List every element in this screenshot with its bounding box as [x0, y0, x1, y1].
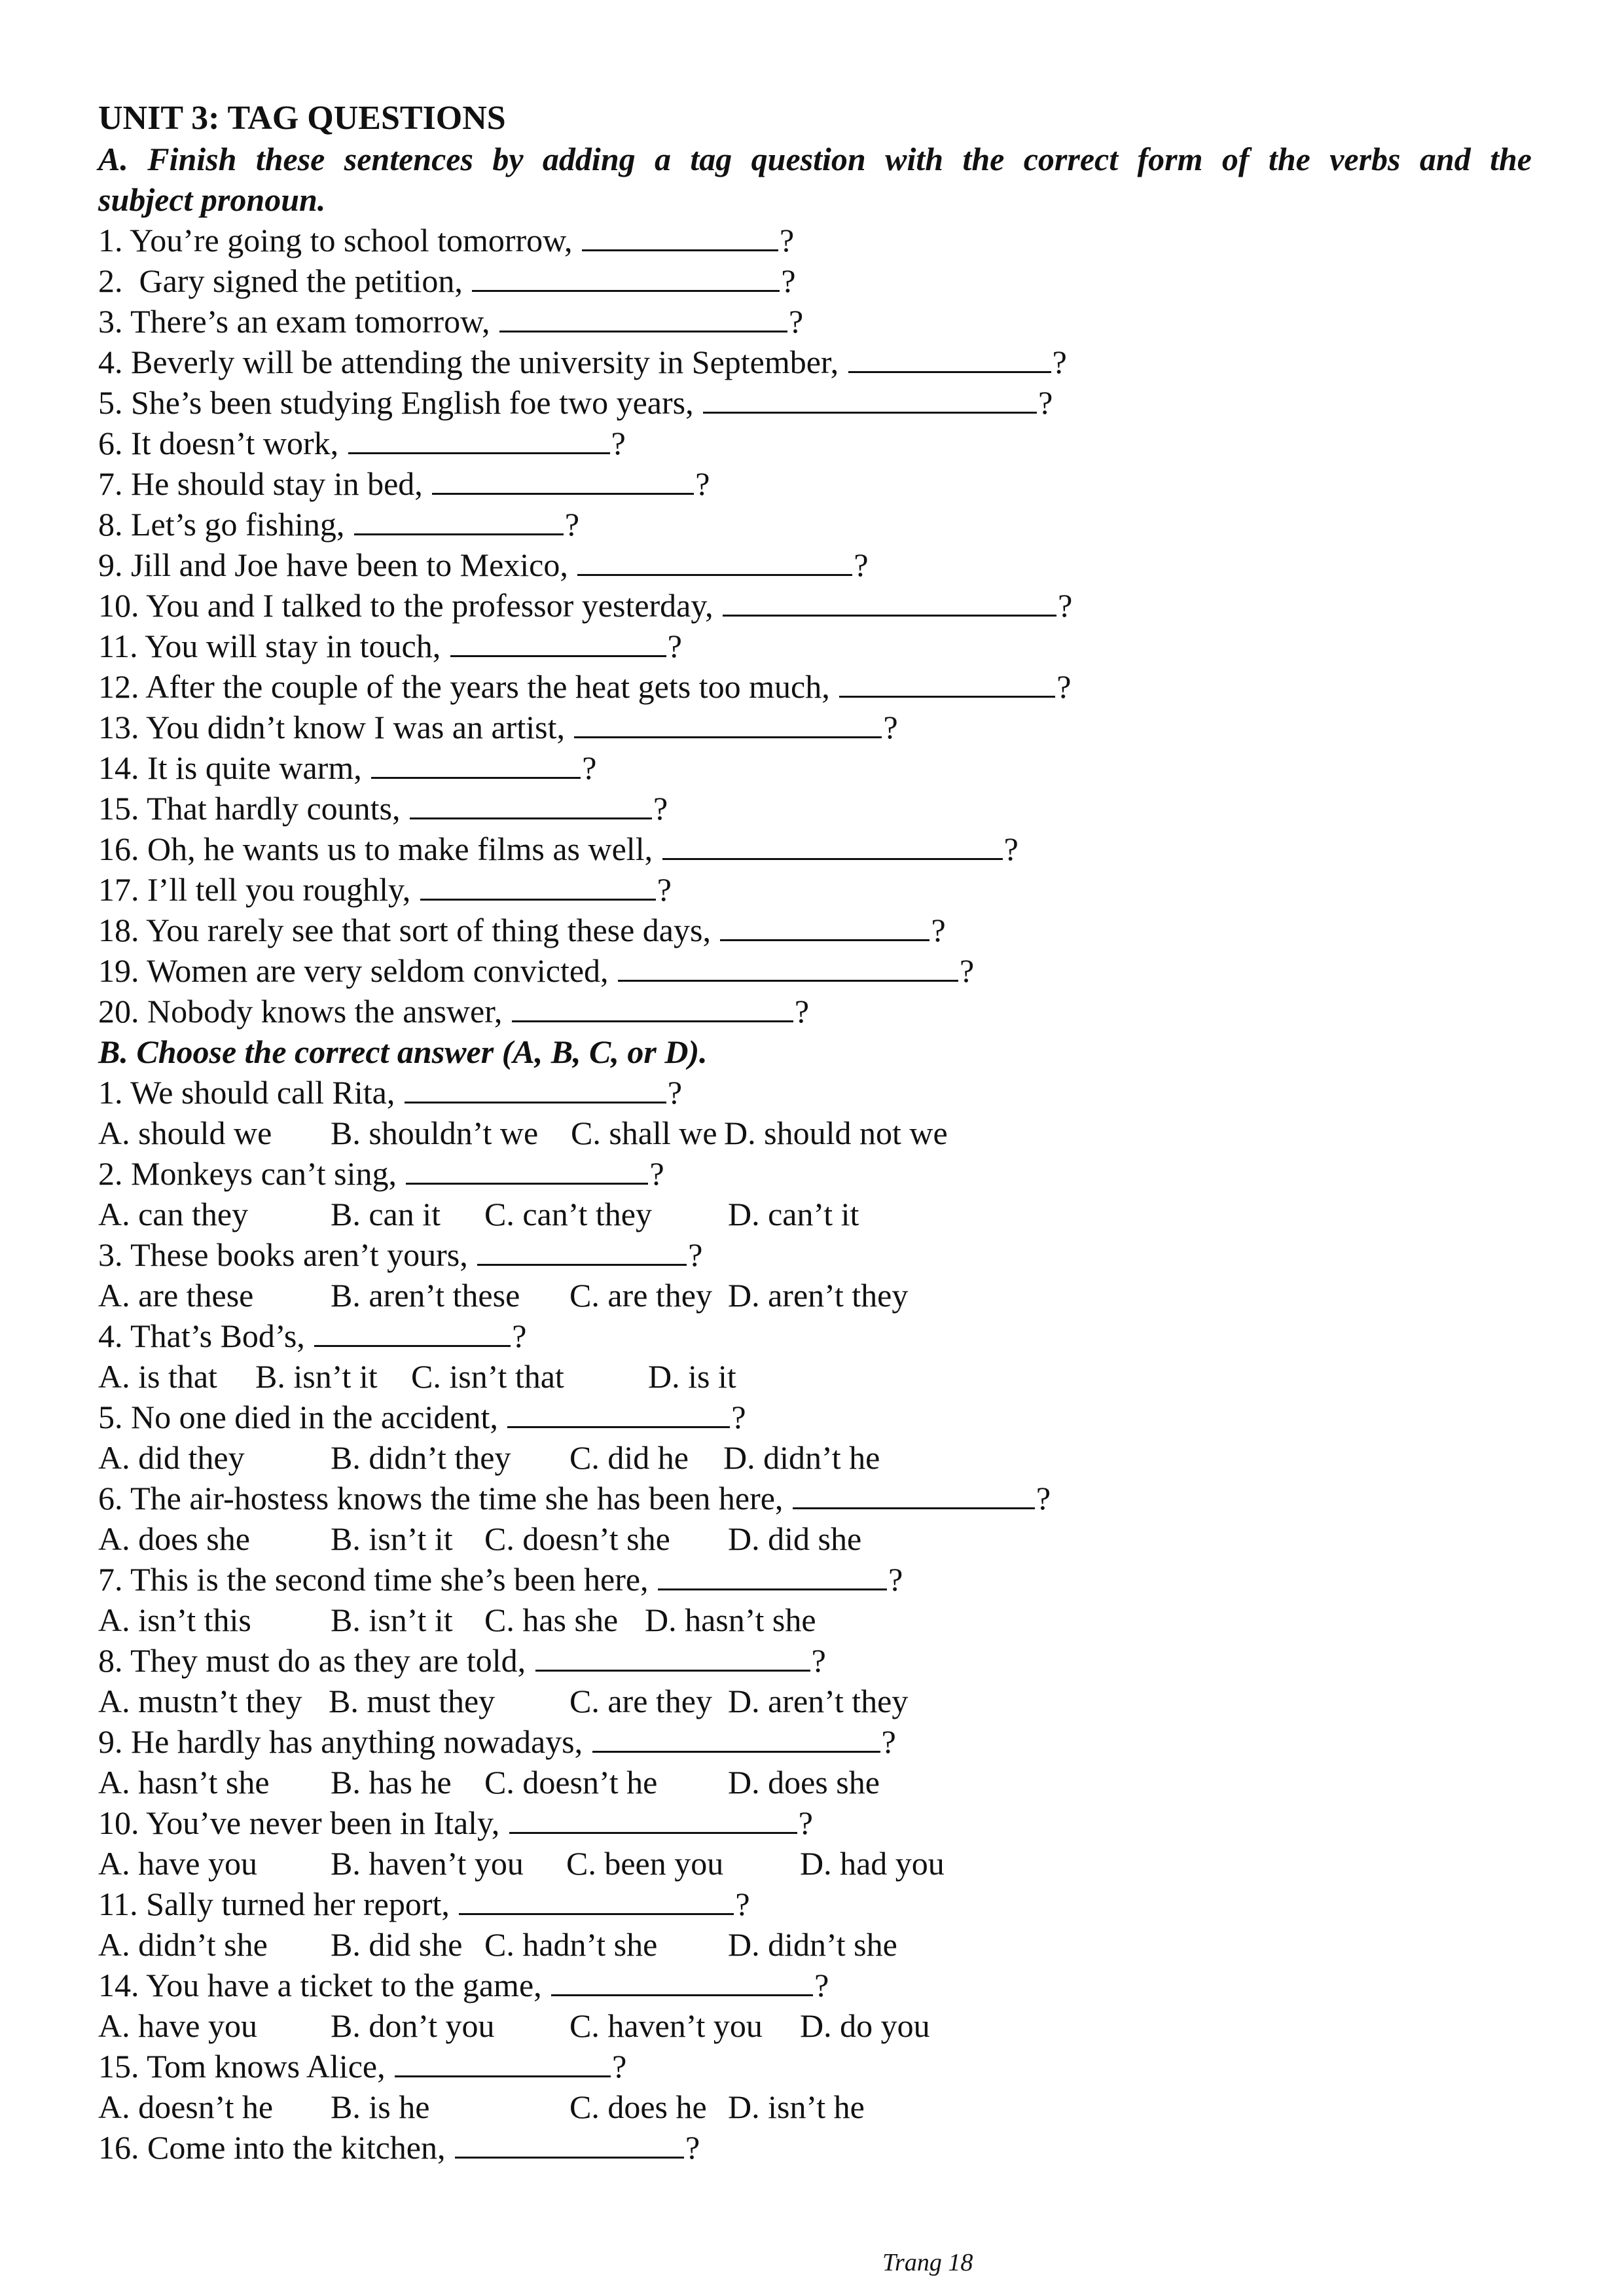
- answer-blank[interactable]: [450, 629, 666, 657]
- section-b-options-14: [98, 2005, 1532, 2046]
- answer-blank[interactable]: [314, 1319, 511, 1347]
- option-c[interactable]: C. has she: [484, 1602, 619, 1638]
- section-b-options-1: [98, 1113, 1532, 1153]
- answer-blank[interactable]: [405, 1075, 666, 1103]
- option-d[interactable]: D. aren’t they: [728, 1683, 909, 1719]
- option-a[interactable]: A. didn’t she: [98, 1926, 268, 1963]
- option-d[interactable]: D. should not we: [724, 1115, 948, 1151]
- option-a[interactable]: A. is that: [98, 1358, 217, 1395]
- option-c[interactable]: C. can’t they: [484, 1196, 652, 1232]
- option-a[interactable]: A. have you: [98, 1845, 257, 1882]
- section-b-question-10: 10. You’ve never been in Italy, ?: [98, 1804, 813, 1841]
- answer-blank[interactable]: [455, 2130, 684, 2159]
- section-b-question-8: 8. They must do as they are told, ?: [98, 1642, 826, 1679]
- option-b[interactable]: B. didn’t they: [331, 1439, 511, 1476]
- option-b[interactable]: B. aren’t these: [331, 1277, 520, 1314]
- section-b-options-2: [98, 1194, 1532, 1234]
- answer-blank[interactable]: [848, 345, 1051, 373]
- option-c[interactable]: C. haven’t you: [569, 2007, 763, 2044]
- answer-blank[interactable]: [662, 832, 1003, 860]
- section-a-item-3: 3. There’s an exam tomorrow, ?: [98, 303, 804, 340]
- option-a[interactable]: A. mustn’t they: [98, 1683, 302, 1719]
- section-b-options-8: [98, 1681, 1532, 1721]
- option-a[interactable]: A. can they: [98, 1196, 249, 1232]
- section-a-item-2: 2. Gary signed the petition, ?: [98, 262, 796, 299]
- answer-blank[interactable]: [535, 1643, 810, 1672]
- option-d[interactable]: D. had you: [800, 1845, 945, 1882]
- option-c[interactable]: C. did he: [569, 1439, 689, 1476]
- section-b-question-3: 3. These books aren’t yours, ?: [98, 1236, 703, 1273]
- option-c[interactable]: C. hadn’t she: [484, 1926, 658, 1963]
- option-b[interactable]: B. shouldn’t we: [331, 1115, 539, 1151]
- section-a-item-20: 20. Nobody knows the answer, ?: [98, 993, 810, 1030]
- answer-blank[interactable]: [348, 426, 610, 454]
- answer-blank[interactable]: [551, 1968, 813, 1996]
- option-b[interactable]: B. don’t you: [331, 2007, 495, 2044]
- section-b-options-5: [98, 1437, 1532, 1478]
- option-c[interactable]: C. shall we: [571, 1115, 717, 1151]
- option-c[interactable]: C. doesn’t he: [484, 1764, 658, 1801]
- option-b[interactable]: B. isn’t it: [331, 1602, 453, 1638]
- section-a-item-5: 5. She’s been studying English foe two years, ?: [98, 384, 1053, 421]
- option-d[interactable]: D. do you: [800, 2007, 930, 2044]
- answer-blank[interactable]: [499, 304, 787, 332]
- answer-blank[interactable]: [723, 588, 1056, 617]
- option-a[interactable]: A. did they: [98, 1439, 245, 1476]
- option-b[interactable]: B. can it: [331, 1196, 441, 1232]
- section-a-item-13: 13. You didn’t know I was an artist, ?: [98, 709, 898, 745]
- answer-blank[interactable]: [793, 1481, 1035, 1509]
- answer-blank[interactable]: [420, 872, 656, 901]
- answer-blank[interactable]: [839, 670, 1055, 698]
- option-c[interactable]: C. been you: [566, 1845, 724, 1882]
- option-b[interactable]: B. isn’t it: [255, 1358, 378, 1395]
- section-a-item-4: 4. Beverly will be attending the university in September, ?: [98, 344, 1067, 380]
- answer-blank[interactable]: [371, 751, 581, 779]
- section-b-question-5: 5. No one died in the accident, ?: [98, 1399, 746, 1435]
- option-c[interactable]: C. doesn’t she: [484, 1520, 670, 1557]
- section-b-question-14: 14. You have a ticket to the game, ?: [98, 1967, 829, 2003]
- answer-blank[interactable]: [410, 791, 652, 819]
- option-d[interactable]: D. did she: [728, 1520, 862, 1557]
- option-a[interactable]: A. should we: [98, 1115, 272, 1151]
- section-a-item-14: 14. It is quite warm, ?: [98, 749, 597, 786]
- option-b[interactable]: B. haven’t you: [331, 1845, 524, 1882]
- option-d[interactable]: D. isn’t he: [728, 2089, 865, 2125]
- section-b-instruction: B. Choose the correct answer (A, B, C, or D).: [98, 1033, 708, 1070]
- option-b[interactable]: B. did she: [331, 1926, 463, 1963]
- section-b-options-3: [98, 1275, 1532, 1316]
- answer-blank[interactable]: [507, 1400, 730, 1428]
- option-a[interactable]: A. does she: [98, 1520, 250, 1557]
- section-b-question-7: 7. This is the second time she’s been here, ?: [98, 1561, 903, 1598]
- option-a[interactable]: A. isn’t this: [98, 1602, 251, 1638]
- section-b-question-15: 15. Tom knows Alice, ?: [98, 2048, 627, 2085]
- answer-blank[interactable]: [509, 1806, 797, 1834]
- section-b-options-7: [98, 1600, 1532, 1640]
- option-b[interactable]: B. is he: [331, 2089, 430, 2125]
- answer-blank[interactable]: [395, 2049, 611, 2077]
- option-d[interactable]: D. does she: [728, 1764, 880, 1801]
- option-a[interactable]: A. doesn’t he: [98, 2089, 274, 2125]
- answer-blank[interactable]: [472, 264, 780, 292]
- section-b-question-4: 4. That’s Bod’s, ?: [98, 1318, 527, 1354]
- section-a-item-12: 12. After the couple of the years the heat gets too much, ?: [98, 668, 1072, 705]
- section-a-item-7: 7. He should stay in bed, ?: [98, 465, 710, 502]
- option-c[interactable]: C. isn’t that: [411, 1358, 564, 1395]
- page-number-footer: Trang 18: [882, 2249, 973, 2276]
- option-b[interactable]: B. has he: [331, 1764, 452, 1801]
- section-b-options-11: [98, 1924, 1532, 1965]
- section-b-options-4: [98, 1356, 1532, 1397]
- section-a-item-11: 11. You will stay in touch, ?: [98, 628, 682, 664]
- section-a-item-6: 6. It doesn’t work, ?: [98, 425, 626, 461]
- section-a-item-8: 8. Let’s go fishing, ?: [98, 506, 580, 543]
- answer-blank[interactable]: [432, 467, 694, 495]
- section-a-item-15: 15. That hardly counts, ?: [98, 790, 668, 827]
- unit-title: UNIT 3: TAG QUESTIONS: [98, 99, 506, 137]
- option-d[interactable]: D. didn’t he: [723, 1439, 880, 1476]
- answer-blank[interactable]: [592, 1725, 880, 1753]
- section-b-options-15: [98, 2087, 1532, 2127]
- option-c[interactable]: C. are they: [569, 1277, 712, 1314]
- option-d[interactable]: D. can’t it: [728, 1196, 859, 1232]
- section-b-question-11: 11. Sally turned her report, ?: [98, 1886, 750, 1922]
- answer-blank[interactable]: [703, 386, 1037, 414]
- option-a[interactable]: A. are these: [98, 1277, 254, 1314]
- section-a-item-18: 18. You rarely see that sort of thing these days, ?: [98, 912, 946, 948]
- answer-blank[interactable]: [406, 1157, 648, 1185]
- option-a[interactable]: A. hasn’t she: [98, 1764, 270, 1801]
- answer-blank[interactable]: [574, 710, 882, 738]
- option-d[interactable]: D. is it: [648, 1358, 736, 1395]
- option-c[interactable]: C. does he: [569, 2089, 707, 2125]
- answer-blank[interactable]: [512, 994, 793, 1022]
- section-b-question-1: 1. We should call Rita, ?: [98, 1074, 683, 1111]
- section-b-question-6: 6. The air-hostess knows the time she has been here, ?: [98, 1480, 1051, 1516]
- answer-blank[interactable]: [720, 913, 929, 941]
- section-a-item-16: 16. Oh, he wants us to make films as well, ?: [98, 831, 1019, 867]
- answer-blank[interactable]: [658, 1562, 887, 1590]
- option-b[interactable]: B. isn’t it: [331, 1520, 453, 1557]
- answer-blank[interactable]: [477, 1238, 687, 1266]
- answer-blank[interactable]: [459, 1887, 734, 1915]
- section-a-item-1: 1. You’re going to school tomorrow, ?: [98, 222, 795, 259]
- answer-blank[interactable]: [577, 548, 852, 576]
- section-a-item-19: 19. Women are very seldom convicted, ?: [98, 952, 975, 989]
- section-a-item-10: 10. You and I talked to the professor yesterday, ?: [98, 587, 1073, 624]
- section-b-options-10: [98, 1843, 1532, 1884]
- option-a[interactable]: A. have you: [98, 2007, 257, 2044]
- section-b-question-16: 16. Come into the kitchen, ?: [98, 2129, 700, 2166]
- answer-blank[interactable]: [582, 223, 778, 251]
- section-b-question-9: 9. He hardly has anything nowadays, ?: [98, 1723, 896, 1760]
- option-c[interactable]: C. are they: [569, 1683, 712, 1719]
- answer-blank[interactable]: [354, 507, 564, 535]
- option-d[interactable]: D. aren’t they: [728, 1277, 909, 1314]
- option-b[interactable]: B. must they: [329, 1683, 496, 1719]
- section-a-item-9: 9. Jill and Joe have been to Mexico, ?: [98, 547, 869, 583]
- option-d[interactable]: D. hasn’t she: [645, 1602, 816, 1638]
- answer-blank[interactable]: [618, 954, 958, 982]
- section-a-item-17: 17. I’ll tell you roughly, ?: [98, 871, 672, 908]
- section-b-question-2: 2. Monkeys can’t sing, ?: [98, 1155, 664, 1192]
- section-a-instruction-line-1: A. Finish these sentences by adding a tag question with the correct form of the verbs and the: [98, 141, 1532, 177]
- section-b-options-9: [98, 1762, 1532, 1803]
- section-b-options-6: [98, 1518, 1532, 1559]
- option-d[interactable]: D. didn’t she: [728, 1926, 897, 1963]
- section-a-instruction-line-2: subject pronoun.: [98, 181, 326, 218]
